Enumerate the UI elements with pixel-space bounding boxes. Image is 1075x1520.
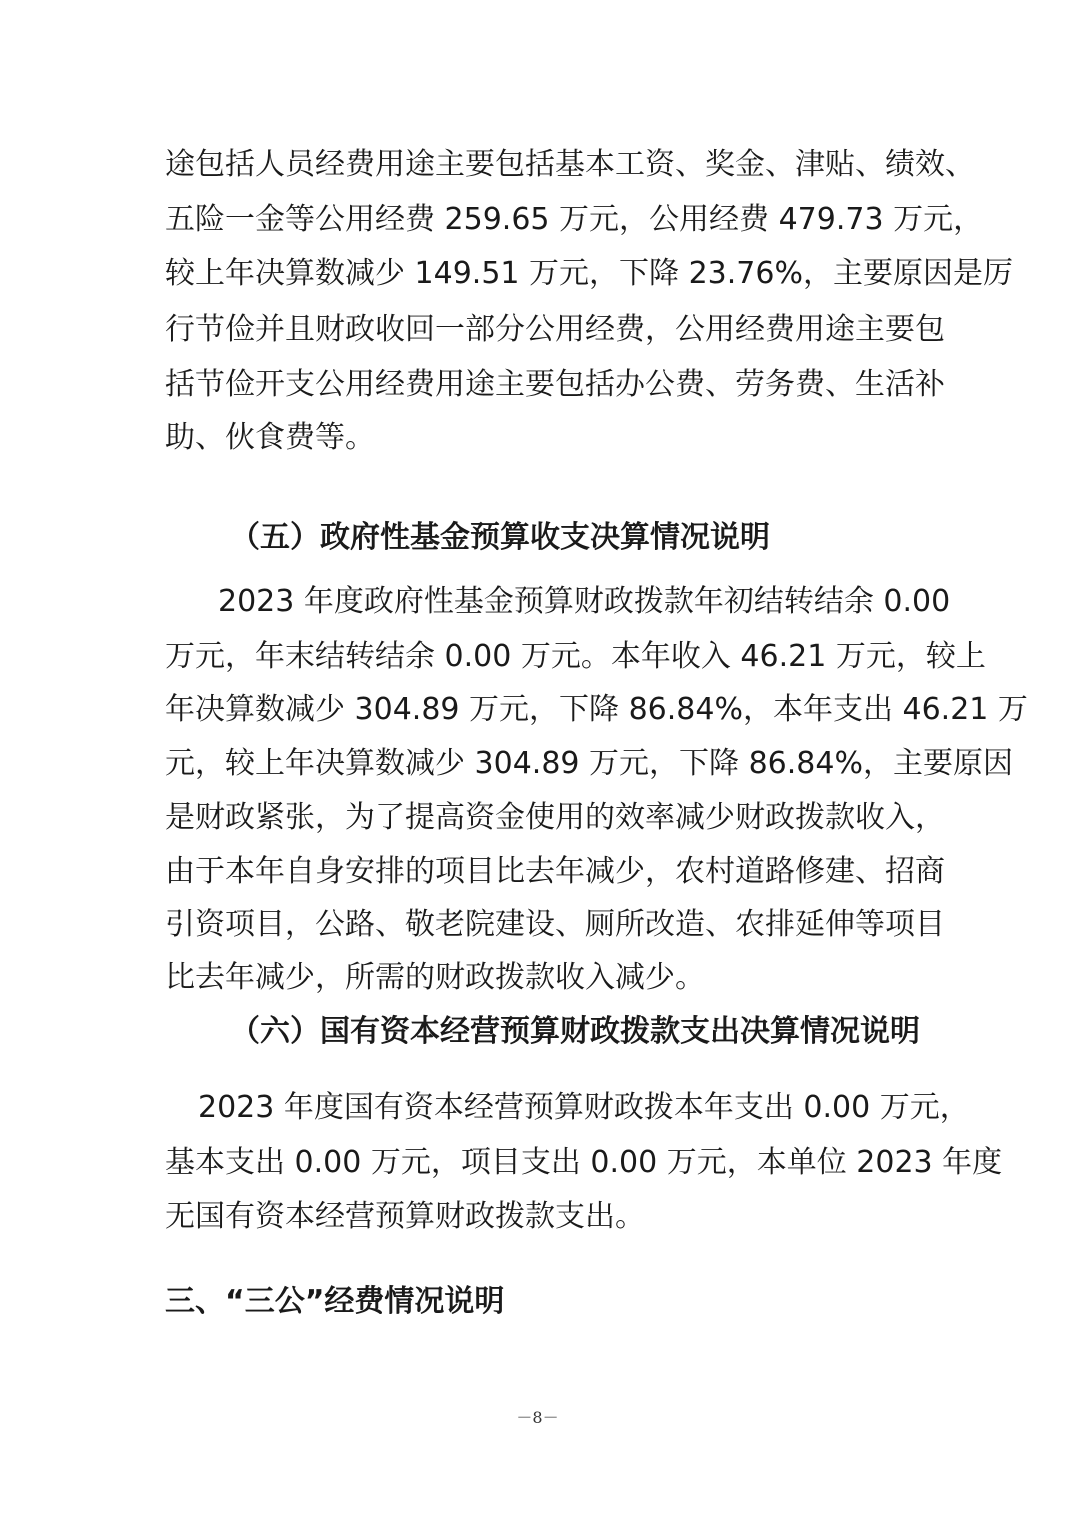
paragraph-line: 元，较上年决算数减少 304.89 万元，下降 86.84%，主要原因 <box>165 746 1013 781</box>
paragraph-line: 无国有资本经营预算财政拨款支出。 <box>165 1199 645 1234</box>
paragraph-line: 引资项目，公路、敬老院建设、厕所改造、农排延伸等项目 <box>165 907 945 942</box>
paragraph-line: 年决算数减少 304.89 万元，下降 86.84%，本年支出 46.21 万 <box>165 692 1028 727</box>
paragraph-line: 比去年减少，所需的财政拨款收入减少。 <box>165 960 705 995</box>
paragraph-line: 较上年决算数减少 149.51 万元，下降 23.76%，主要原因是厉 <box>165 256 1013 291</box>
paragraph-line: 2023 年度政府性基金预算财政拨款年初结转结余 0.00 <box>218 584 951 619</box>
paragraph-line: 括节俭开支公用经费用途主要包括办公费、劳务费、生活补 <box>165 367 945 402</box>
paragraph-line: 助、伙食费等。 <box>165 420 375 455</box>
section-heading-state-capital: （六）国有资本经营预算财政拨款支出决算情况说明 <box>230 1014 920 1049</box>
paragraph-line: 途包括人员经费用途主要包括基本工资、奖金、津贴、绩效、 <box>165 147 975 182</box>
section-heading-government-fund: （五）政府性基金预算收支决算情况说明 <box>230 520 770 555</box>
paragraph-line: 五险一金等公用经费 259.65 万元，公用经费 479.73 万元， <box>165 202 984 237</box>
paragraph-line: 由于本年自身安排的项目比去年减少，农村道路修建、招商 <box>165 854 945 889</box>
paragraph-line: 基本支出 0.00 万元，项目支出 0.00 万元，本单位 2023 年度 <box>165 1145 1003 1180</box>
page-number: －8－ <box>516 1408 559 1427</box>
paragraph-line: 行节俭并且财政收回一部分公用经费，公用经费用途主要包 <box>165 312 945 347</box>
paragraph-line: 万元，年末结转结余 0.00 万元。本年收入 46.21 万元，较上 <box>165 639 986 674</box>
paragraph-line: 是财政紧张，为了提高资金使用的效率减少财政拨款收入， <box>165 800 945 835</box>
paragraph-line: 2023 年度国有资本经营预算财政拨本年支出 0.00 万元， <box>198 1090 970 1125</box>
section-heading-three-public: 三、“三公”经费情况说明 <box>165 1284 505 1319</box>
